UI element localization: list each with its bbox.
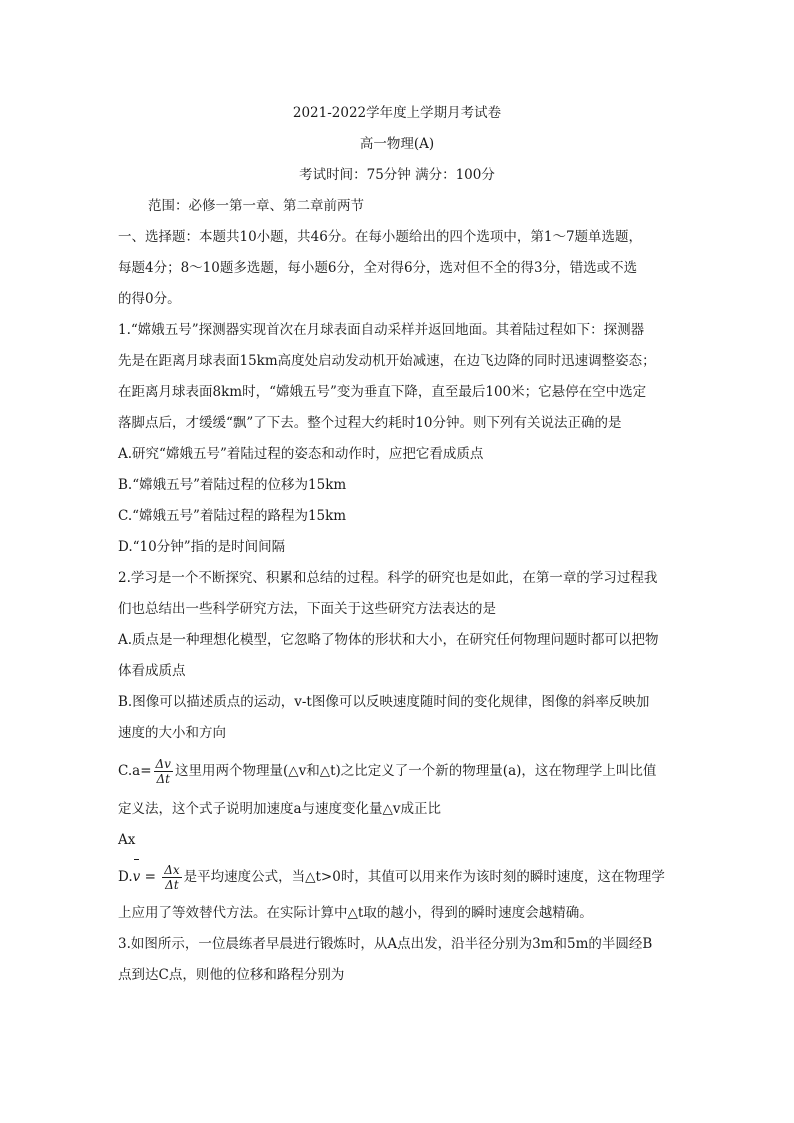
fraction-numerator: Δv: [155, 757, 171, 771]
average-velocity-symbol: v: [133, 862, 141, 892]
q1-stem-line-3: 在距离月球表面8km时，“嫦娥五号”变为垂直下降，直至最后100米；它悬停在空中选定: [118, 384, 647, 400]
equals-sign: =: [140, 869, 161, 885]
q2-stem-line-1: 2.学习是一个不断探究、积累和总结的过程。科学的研究也是如此，在第一章的学习过程我: [118, 570, 658, 586]
exam-info: 考试时间：75分钟 满分：100分: [299, 167, 495, 183]
section-instructions-line-2: 每题4分；8～10题多选题，每小题6分，全对得6分，选对但不全的得3分，错选或不选: [118, 260, 638, 276]
q3-stem-line-1: 3.如图所示，一位晨练者早晨进行锻炼时，从A点出发，沿半径分别为3m和5m的半圆经B: [118, 936, 653, 952]
q1-stem-line-4: 落脚点后，才缓缓“飘”了下去。整个过程大约耗时10分钟。则下列有关说法正确的是: [118, 415, 622, 431]
exam-subtitle: 高一物理(A): [359, 136, 435, 152]
q2-option-c-text: 这里用两个物理量(△v和△t)之比定义了一个新的物理量(a)，这在物理学上叫比值: [174, 763, 657, 779]
fraction-numerator: Δx: [164, 863, 180, 877]
q2-option-d-text: 是平均速度公式，当△t>0时，其值可以用来作为该时刻的瞬时速度，这在物理学: [183, 869, 665, 885]
q1-option-d: D.“10分钟”指的是时间间隔: [118, 539, 286, 555]
section-instructions-line-1: 一、选择题：本题共10小题，共46分。在每小题给出的四个选项中，第1～7题单选题，: [118, 229, 643, 245]
q2-option-c-line-1: [118, 756, 656, 786]
q2-option-b-line-2: 速度的大小和方向: [118, 725, 226, 741]
q2-option-c-line-2: 定义法，这个式子说明加速度a与速度变化量△v成正比: [118, 801, 442, 817]
q2-option-a-line-1: A.质点是一种理想化模型，它忽略了物体的形状和大小，在研究任何物理问题时都可以把物: [118, 632, 659, 648]
section-instructions-line-3: 的得0分。: [118, 291, 181, 307]
fraction-denominator: Δt: [156, 772, 170, 786]
q1-option-c: C.“嫦娥五号”着陆过程的路程为15km: [118, 508, 347, 524]
average-velocity-fraction: [162, 863, 181, 892]
q2-option-d-prefix: D.: [118, 869, 133, 885]
q1-option-a: A.研究“嫦娥五号”着陆过程的姿态和动作时，应把它看成质点: [118, 446, 484, 462]
q2-option-a-line-2: 体看成质点: [118, 663, 186, 679]
q1-option-b: B.“嫦娥五号”着陆过程的位移为15km: [118, 477, 347, 493]
stray-ocr-text: Ax: [118, 832, 136, 848]
q2-stem-line-2: 们也总结出一些科学研究方法，下面关于这些研究方法表达的是: [118, 601, 496, 617]
acceleration-fraction: [154, 757, 173, 786]
q2-option-d-line-1: [118, 862, 665, 892]
q1-stem-line-2: 先是在距离月球表面15km高度处启动发动机开始减速，在边飞边降的同时迅速调整姿态；: [118, 353, 656, 369]
exam-scope: 范围：必修一第一章、第二章前两节: [148, 198, 364, 214]
q2-option-c-prefix: C.a=: [118, 763, 152, 779]
exam-title: 2021-2022学年度上学期月考试卷: [292, 105, 502, 121]
fraction-denominator: Δt: [165, 878, 179, 892]
q2-option-b-line-1: B.图像可以描述质点的运动，v-t图像可以反映速度随时间的变化规律，图像的斜率反映加: [118, 694, 650, 710]
q1-stem-line-1: 1.“嫦娥五号”探测器实现首次在月球表面自动采样并返回地面。其着陆过程如下：探测器: [118, 322, 645, 338]
q2-option-d-line-2: 上应用了等效替代方法。在实际计算中△t取的越小，得到的瞬时速度会越精确。: [118, 905, 593, 921]
q3-stem-line-2: 点到达C点，则他的位移和路程分别为: [118, 967, 345, 983]
